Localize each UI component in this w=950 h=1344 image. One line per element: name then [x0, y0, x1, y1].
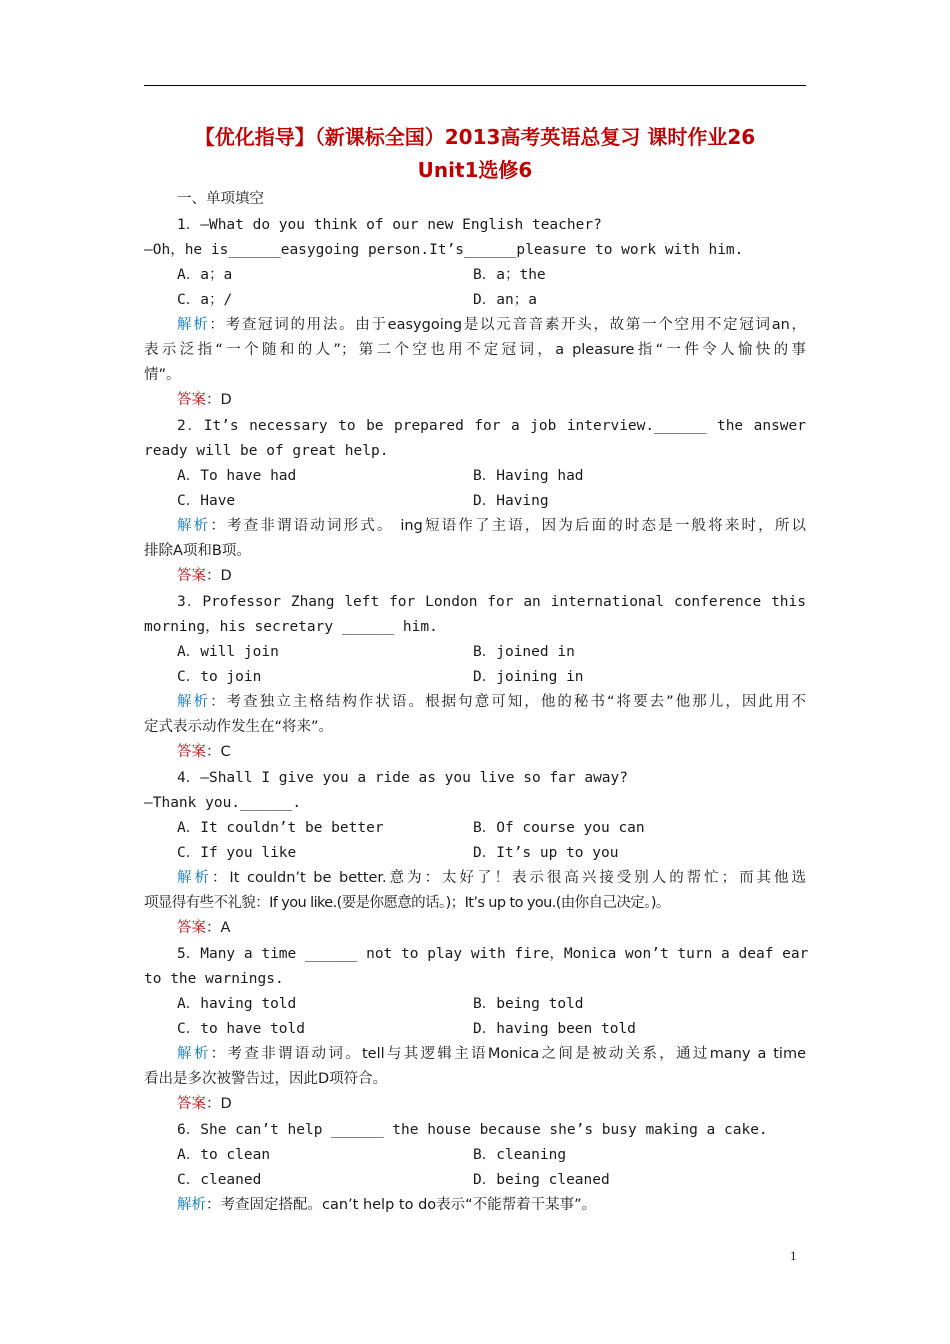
- question-4-option-a: A．It couldn’t be better: [177, 820, 384, 836]
- question-2-option-b: B．Having had: [473, 468, 584, 484]
- question-2-answer: [177, 566, 806, 586]
- question-2-analysis-line-2: 排除A项和B项。: [144, 543, 251, 559]
- answer-value: ：D: [206, 1096, 232, 1112]
- question-2-stem-line-2: ready will be of great help.: [144, 443, 389, 459]
- question-5-option-d: D．having been told: [473, 1021, 636, 1037]
- question-4-option-b: B．Of course you can: [473, 820, 645, 836]
- question-6-option-a: A．to clean: [177, 1147, 271, 1163]
- question-5-stem-line-2: to the warnings.: [144, 971, 284, 987]
- analysis-text: ：考查非谓语动词。tell与其逻辑主语Monica之间是被动关系，通过many a time: [210, 1046, 807, 1062]
- question-1-option-b: B．a；the: [473, 267, 546, 283]
- question-1-analysis-line-3: 情”。: [144, 367, 181, 383]
- analysis-label: 解析: [177, 1046, 211, 1062]
- answer-value: ：D: [206, 568, 232, 584]
- answer-value: ：C: [206, 744, 231, 760]
- question-4-stem-line-1: 4．—Shall I give you a ride as you live so far away?: [177, 770, 628, 786]
- question-5-analysis-line-1: [177, 1044, 806, 1064]
- question-4-analysis-line-2: 项显得有些不礼貌：If you like.(要是你愿意的话。)；It’s up to you.(由你自己决定。)。: [144, 895, 670, 911]
- question-1-stem-line-2: —Oh，he is______easygoing person.It’s______pleasure to work with him.: [144, 242, 744, 258]
- answer-value: ：D: [206, 392, 232, 408]
- analysis-label: 解析: [177, 694, 211, 710]
- question-4-option-d: D．It’s up to you: [473, 845, 619, 861]
- question-4-stem-line-2: —Thank you.______.: [144, 795, 302, 811]
- analysis-label: 解析: [177, 870, 212, 886]
- question-4-option-c: C．If you like: [177, 845, 297, 861]
- question-5-stem-line-1: 5．Many a time ______ not to play with fire，Monica won’t turn a deaf ear: [177, 946, 809, 962]
- question-5-option-b: B．being told: [473, 996, 584, 1012]
- question-3-option-a: A．will join: [177, 644, 279, 660]
- analysis-text: ：It couldn’t be better.意为：太好了！表示很高兴接受别人的帮忙；而其他选: [211, 870, 806, 886]
- analysis-text: ：考查非谓语动词形式。 ing短语作了主语，因为后面的时态是一般将来时，所以: [210, 518, 807, 534]
- question-4-analysis-line-1: [177, 868, 806, 888]
- document-title-line-1: 【优化指导】（新课标全国）2013高考英语总复习 课时作业26: [194, 125, 756, 149]
- question-3-stem-line-2: morning，his secretary ______ him.: [144, 619, 438, 635]
- answer-label: 答案: [177, 920, 206, 936]
- question-3-option-d: D．joining in: [473, 669, 584, 685]
- section-heading: 一、单项填空: [177, 191, 264, 207]
- analysis-text: ：考查独立主格结构作状语。根据句意可知，他的秘书“将要去”他那儿，因此用不: [210, 694, 806, 710]
- analysis-label: 解析: [177, 317, 210, 333]
- question-3-option-c: C．to join: [177, 669, 262, 685]
- question-6-option-c: C．cleaned: [177, 1172, 262, 1188]
- document-title-line-2: Unit1选修6: [417, 158, 533, 182]
- answer-label: 答案: [177, 1096, 206, 1112]
- question-3-analysis-line-2: 定式表示动作发生在“将来”。: [144, 719, 334, 735]
- answer-value: ：A: [206, 920, 231, 936]
- question-5-analysis-line-2: 看出是多次被警告过，因此D项符合。: [144, 1071, 388, 1087]
- question-6-analysis-line-1: [177, 1195, 806, 1215]
- question-1-analysis-line-2: 表示泛指“一个随和的人”；第二个空也用不定冠词，a pleasure指“一件令人愉快的事: [144, 342, 806, 358]
- question-1-option-a: A．a；a: [177, 267, 233, 283]
- question-6-option-d: D．being cleaned: [473, 1172, 610, 1188]
- question-2-option-d: D．Having: [473, 493, 549, 509]
- question-1-stem-line-1: 1．—What do you think of our new English teacher?: [177, 217, 602, 233]
- question-5-answer: [177, 1094, 806, 1114]
- analysis-text: ：考查冠词的用法。由于easygoing是以元音音素开头，故第一个空用不定冠词an，: [209, 317, 807, 333]
- question-5-option-a: A．having told: [177, 996, 297, 1012]
- question-4-answer: [177, 918, 806, 938]
- question-3-stem-line-1: 3．Professor Zhang left for London for an international conference this: [177, 594, 806, 610]
- question-3-analysis-line-1: [177, 692, 806, 712]
- question-2-stem-line-1: 2．It’s necessary to be prepared for a job interview.______ the answer: [177, 418, 806, 434]
- answer-label: 答案: [177, 744, 206, 760]
- question-2-option-c: C．Have: [177, 493, 236, 509]
- question-5-option-c: C．to have told: [177, 1021, 305, 1037]
- question-1-analysis-line-1: [177, 315, 806, 335]
- question-3-option-b: B．joined in: [473, 644, 575, 660]
- header-rule: [144, 85, 806, 86]
- answer-label: 答案: [177, 568, 206, 584]
- analysis-label: 解析: [177, 1197, 206, 1213]
- question-1-answer: [177, 390, 806, 410]
- answer-label: 答案: [177, 392, 206, 408]
- question-2-analysis-line-1: [177, 516, 806, 536]
- question-6-option-b: B．cleaning: [473, 1147, 567, 1163]
- page-number: 1: [790, 1248, 797, 1263]
- question-3-answer: [177, 742, 806, 762]
- analysis-label: 解析: [177, 518, 211, 534]
- question-1-option-d: D．an；a: [473, 292, 537, 308]
- question-1-option-c: C．a；/: [177, 292, 233, 308]
- question-2-option-a: A．To have had: [177, 468, 297, 484]
- question-6-stem-line-1: 6．She can’t help ______ the house because she’s busy making a cake.: [177, 1122, 768, 1138]
- analysis-text: ：考查固定搭配。can’t help to do表示“不能帮着干某事”。: [206, 1197, 597, 1213]
